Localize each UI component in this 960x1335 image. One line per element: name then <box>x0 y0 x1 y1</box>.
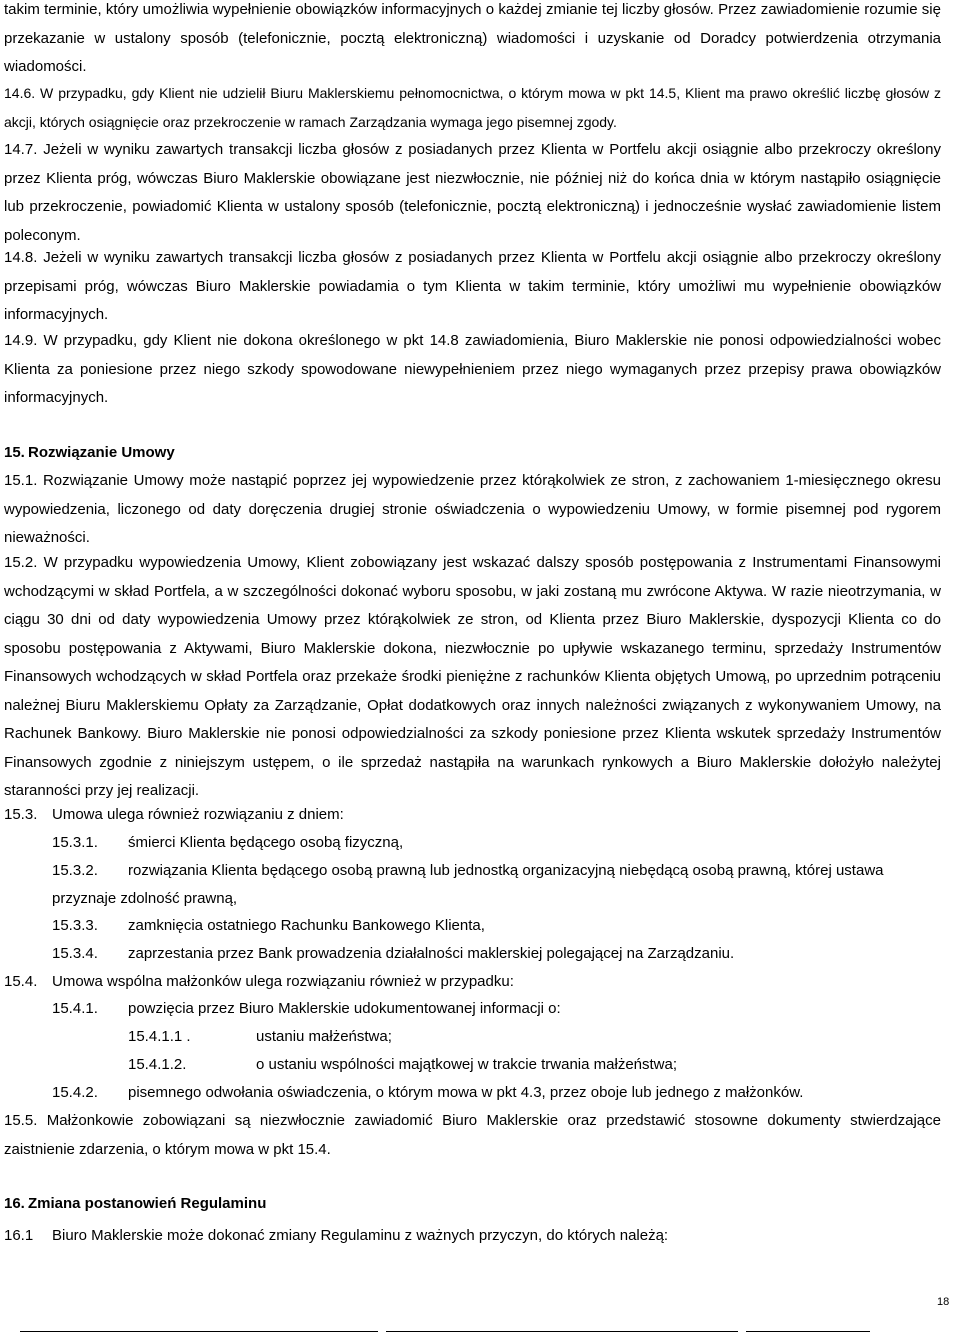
item-15-3-number: 15.3. <box>4 806 38 823</box>
paragraph-14-9: 14.9. W przypadku, gdy Klient nie dokona określonego w pkt 14.8 zawiadomienia, Biuro Maklerskie nie ponosi odpowiedzialności wobec Klienta za poniesione przez niego szkody spowodowane niewypełnieniem przez niego wymaganych przez przepisy prawa obowiązków informacyjnych. <box>4 332 941 406</box>
paragraph-14-8: 14.8. Jeżeli w wyniku zawartych transakcji liczba głosów z posiadanych przez Klienta w Portfelu akcji osiągnie albo przekroczy określony przepisami próg, wówczas Biuro Maklerskie powiadamia o tym Klienta w takim terminie, który umożliwi mu wypełnienie obowiązków informacyjnych. <box>4 249 941 323</box>
item-15-3-2-text-continued: przyznaje zdolność prawną, <box>52 890 238 907</box>
item-15-3-2-number: 15.3.2. <box>52 862 98 879</box>
item-15-4-2-text: pisemnego odwołania oświadczenia, o którym mowa w pkt 4.3, przez oboje lub jednego z małżonków. <box>128 1084 804 1101</box>
section-16-number: 16. <box>4 1195 25 1212</box>
section-16-title: Zmiana postanowień Regulaminu <box>28 1195 267 1212</box>
item-15-3-4-number: 15.3.4. <box>52 945 98 962</box>
item-15-4-1-text: powzięcia przez Biuro Maklerskie udokumentowanej informacji o: <box>128 1000 561 1017</box>
paragraph-15-2: 15.2. W przypadku wypowiedzenia Umowy, Klient zobowiązany jest wskazać dalszy sposób postępowania z Instrumentami Finansowymi wchodzącymi w skład Portfela, a w szczególności dokonać wyboru sposobu, w jaki zostaną mu zwrócone Aktywa. W razie nieotrzymania, w ciągu 30 dni od daty wypowiedzenia Umowy przez którąkolwiek ze stron, od Klienta przez Biuro Maklerskie, dyspozycji Klienta co do sposobu postępowania z Aktywami, Biuro Maklerskie dokona, niezwłocznie po upływie wskazanego terminu, sprzedaży Instrumentów Finansowych wchodzących w skład Portfela oraz przekaże środki pieniężne z rachunków Klienta objętych Umową, po uprzednim potrąceniu należnej Biuru Maklerskiemu Opłaty za Zarządzanie, Opłat dodatkowych oraz innych należności związanych z wykonywaniem Umowy, na Rachunek Bankowy. Biuro Maklerskie nie ponosi odpowiedzialności za szkody poniesione przez Klienta wskutek sprzedaży Instrumentów Finansowych zgodnie z niniejszym ustępem, o ile sprzedaż nastąpiła na warunkach rynkowych a Biuro Maklerskie dołożyło należytej staranności przy jej realizacji. <box>4 554 941 799</box>
item-15-4-1-1-text: ustaniu małżeństwa; <box>256 1028 392 1045</box>
paragraph-14-5-continuation: takim terminie, który umożliwia wypełnienie obowiązków informacyjnych o każdej zmianie tej liczby głosów. Przez zawiadomienie rozumie się przekazanie w ustalony sposób (telefonicznie, pocztą elektroniczną) wiadomości i uzyskanie od Doradcy potwierdzenia otrzymania wiadomości. <box>4 1 941 75</box>
footer-rule-right <box>746 1331 870 1332</box>
item-15-4-number: 15.4. <box>4 973 38 990</box>
paragraph-14-6: 14.6. W przypadku, gdy Klient nie udzielił Biuru Maklerskiemu pełnomocnictwa, o którym mowa w pkt 14.5, Klient ma prawo określić liczbę głosów z akcji, których osiągnięcie oraz przekroczenie w ramach Zarządzania wymaga jego pisemnej zgody. <box>4 85 941 130</box>
section-15-title: Rozwiązanie Umowy <box>28 444 175 461</box>
item-15-3-3-number: 15.3.3. <box>52 917 98 934</box>
item-15-4-1-2-text: o ustaniu wspólności majątkowej w trakcie trwania małżeństwa; <box>256 1056 678 1073</box>
item-15-4-1-2-number: 15.4.1.2. <box>128 1056 187 1073</box>
footer-rule-left <box>20 1331 378 1332</box>
item-15-3-3-text: zamknięcia ostatniego Rachunku Bankowego Klienta, <box>128 917 485 934</box>
item-15-4-1-1-number: 15.4.1.1 . <box>128 1028 191 1045</box>
section-16-heading <box>4 1190 266 1219</box>
item-15-3-1-text: śmierci Klienta będącego osobą fizyczną, <box>128 834 404 851</box>
item-16-1-text: Biuro Maklerskie może dokonać zmiany Regulaminu z ważnych przyczyn, do których należą: <box>52 1227 669 1244</box>
item-15-4-2-number: 15.4.2. <box>52 1084 98 1101</box>
item-15-4-text: Umowa wspólna małżonków ulega rozwiązaniu również w przypadku: <box>52 973 514 990</box>
section-15-number: 15. <box>4 444 25 461</box>
paragraph-15-5: 15.5. Małżonkowie zobowiązani są niezwłocznie zawiadomić Biuro Maklerskie oraz przedstawić stosowne dokumenty stwierdzające zaistnienie zdarzenia, o którym mowa w pkt 15.4. <box>4 1112 941 1158</box>
item-15-3-text: Umowa ulega również rozwiązaniu z dniem: <box>52 806 344 823</box>
item-15-3-2-text: rozwiązania Klienta będącego osobą prawną lub jednostką organizacyjną niebędącą osobą prawną, której ustawa <box>128 862 884 879</box>
section-15-heading <box>4 439 175 468</box>
paragraph-15-1: 15.1. Rozwiązanie Umowy może nastąpić poprzez jej wypowiedzenie przez którąkolwiek ze stron, z zachowaniem 1-miesięcznego okresu wypowiedzenia, liczonego od daty doręczenia drugiej stronie oświadczenia o wypowiedzeniu Umowy, w formie pisemnej pod rygorem nieważności. <box>4 472 941 546</box>
item-15-4-1-number: 15.4.1. <box>52 1000 98 1017</box>
page-number: 18 <box>937 1296 950 1308</box>
item-16-1-number: 16.1 <box>4 1227 34 1244</box>
footer-rule-middle <box>386 1331 738 1332</box>
item-15-3-1-number: 15.3.1. <box>52 834 98 851</box>
paragraph-14-7: 14.7. Jeżeli w wyniku zawartych transakcji liczba głosów z posiadanych przez Klienta w Portfelu akcji osiągnie albo przekroczy określony przez Klienta próg, wówczas Biuro Maklerskie obowiązane jest niezwłocznie, nie później niż do końca dnia w którym nastąpiło osiągnięcie lub przekroczenie, powiadomić Klienta w ustalony sposób (telefonicznie, pocztą elektroniczną) i jednocześnie wysłać zawiadomienie listem poleconym. <box>4 141 941 244</box>
item-15-3-4-text: zaprzestania przez Bank prowadzenia działalności maklerskiej polegającej na Zarządzaniu. <box>128 945 735 962</box>
